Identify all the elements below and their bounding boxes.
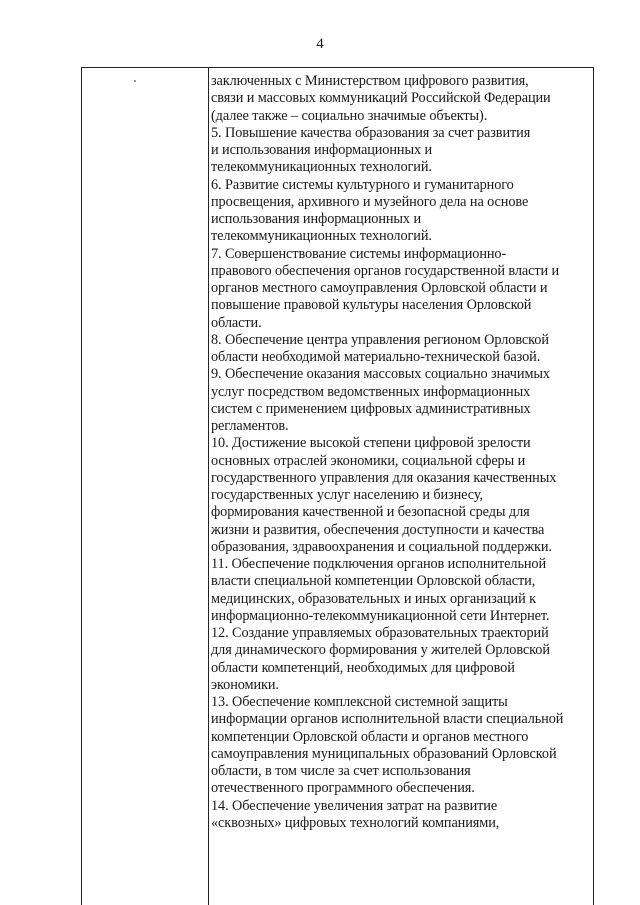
table-right-cell bbox=[211, 73, 593, 832]
text-line: области. bbox=[211, 314, 262, 331]
text-line: «сквозных» цифровых технологий компаниями, bbox=[211, 814, 500, 831]
text-line: просвещения, архивного и музейного дела на основе bbox=[211, 193, 529, 210]
text-line: 12. Создание управляемых образовательных траекторий bbox=[211, 625, 549, 641]
text-line: области компетенций, необходимых для цифровой bbox=[211, 659, 515, 676]
text-line: отечественного программного обеспечения. bbox=[211, 780, 475, 797]
text-line: повышение правовой культуры населения Орловской bbox=[211, 297, 532, 314]
text-line: медицинских, образовательных и иных организаций к bbox=[211, 590, 536, 607]
column-divider bbox=[208, 68, 209, 905]
text-line: 7. Совершенствование системы информационно- bbox=[211, 245, 507, 262]
document-table bbox=[81, 67, 594, 905]
text-line: систем с применением цифровых административных bbox=[211, 400, 531, 417]
text-line: государственных услуг населению и бизнесу, bbox=[211, 487, 483, 503]
text-line: 6. Развитие системы культурного и гуманитарного bbox=[211, 176, 514, 193]
text-line: правового обеспечения органов государственной власти и bbox=[211, 262, 560, 279]
text-line: заключенных с Министерством цифрового развития, bbox=[211, 73, 529, 89]
text-line: информации органов исполнительной власти специальной bbox=[211, 711, 564, 728]
text-line: информационно-телекоммуникационной сети Интернет. bbox=[211, 607, 550, 624]
text-line: компетенции Орловской области и органов местного bbox=[211, 728, 529, 745]
text-line: 13. Обеспечение комплексной системной защиты bbox=[211, 694, 508, 710]
scan-speck bbox=[134, 80, 136, 82]
text-line: и использования информационных и bbox=[211, 142, 433, 158]
text-line: 8. Обеспечение центра управления регионом Орловской bbox=[211, 331, 549, 348]
text-line: государственного управления для оказания качественных bbox=[211, 469, 557, 486]
text-line: использования информационных и bbox=[211, 211, 422, 227]
text-line: услуг посредством ведомственных информационных bbox=[211, 383, 531, 400]
text-line: области, в том числе за счет использования bbox=[211, 763, 471, 779]
text-line: для динамического формирования у жителей Орловской bbox=[211, 642, 550, 659]
text-line: самоуправления муниципальных образований Орловской bbox=[211, 745, 557, 762]
text-line: регламентов. bbox=[211, 418, 289, 434]
text-line: экономики. bbox=[211, 676, 279, 693]
table-left-cell bbox=[82, 68, 208, 905]
page-number: 4 bbox=[316, 36, 324, 52]
text-line: основных отраслей экономики, социальной сферы и bbox=[211, 452, 526, 469]
text-line: 9. Обеспечение оказания массовых социально значимых bbox=[211, 366, 550, 383]
text-line: органов местного самоуправления Орловской области и bbox=[211, 280, 548, 296]
text-line: области необходимой материально-технической базой. bbox=[211, 349, 541, 365]
text-line: 10. Достижение высокой степени цифровой зрелости bbox=[211, 435, 531, 452]
text-line: образования, здравоохранения и социальной поддержки. bbox=[211, 538, 552, 555]
text-line: телекоммуникационных технологий. bbox=[211, 228, 432, 245]
text-line: связи и массовых коммуникаций Российской Федерации bbox=[211, 90, 551, 107]
text-line: жизни и развития, обеспечения доступности и качества bbox=[211, 521, 545, 538]
text-line: (далее также – социально значимые объекты). bbox=[211, 107, 488, 124]
text-line: телекоммуникационных технологий. bbox=[211, 159, 432, 176]
text-line: власти специальной компетенции Орловской области, bbox=[211, 573, 536, 590]
text-line: 11. Обеспечение подключения органов исполнительной bbox=[211, 556, 547, 572]
text-line: 14. Обеспечение увеличения затрат на развитие bbox=[211, 797, 498, 814]
text-line: 5. Повышение качества образования за счет развития bbox=[211, 124, 531, 141]
text-line: формирования качественной и безопасной среды для bbox=[211, 504, 530, 521]
